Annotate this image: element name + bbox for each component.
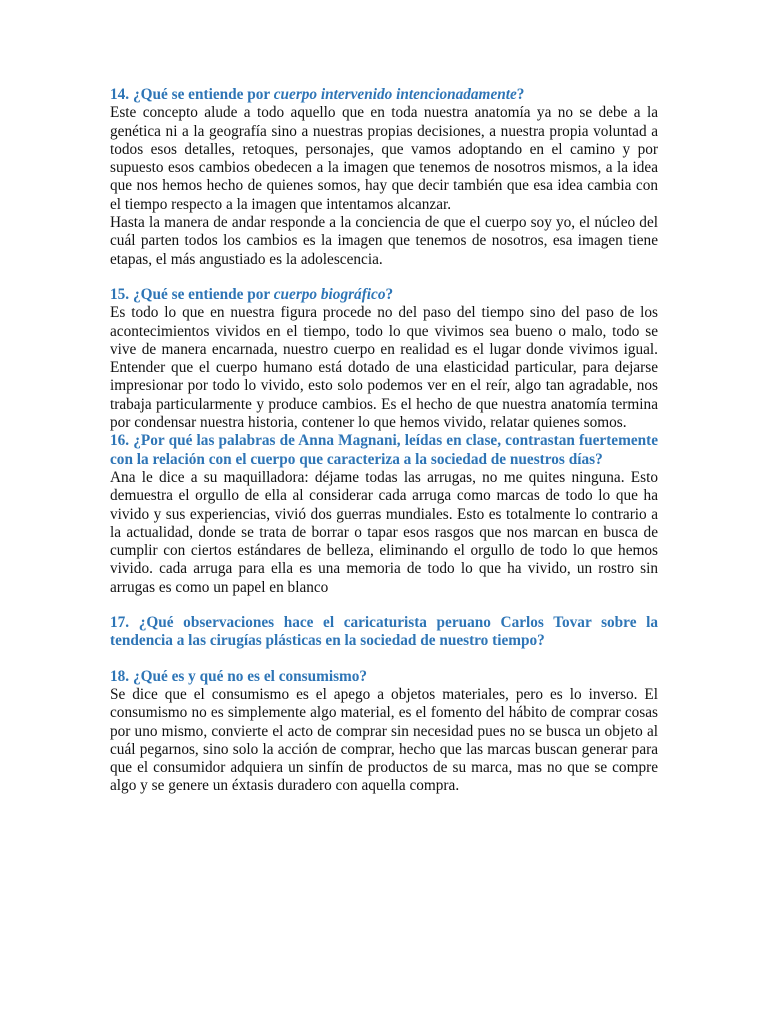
answer-14-paragraph-2: Hasta la manera de andar responde a la conciencia de que el cuerpo soy yo, el núcleo del cuál parten todos los cambios es la imagen que tenemos de nosotros, esa imagen tiene etapas, el más angustiado es la adolescencia. bbox=[110, 214, 658, 268]
question-17-heading: 17. ¿Qué observaciones hace el caricaturista peruano Carlos Tovar sobre la tendencia a las cirugías plásticas en la sociedad de nuestro tiempo? bbox=[110, 614, 658, 650]
question-15-heading bbox=[110, 286, 658, 304]
question-14-heading bbox=[110, 86, 658, 104]
question-15-suffix: ? bbox=[385, 285, 394, 303]
question-15-term: cuerpo biográfico bbox=[273, 285, 386, 303]
question-14-term: cuerpo intervenido intencionadamente bbox=[273, 86, 517, 103]
answer-14-paragraph-1: Este concepto alude a todo aquello que en toda nuestra anatomía ya no se debe a la genética ni a la geografía sino a nuestras propias decisiones, a nuestra propia voluntad a todos esos detalles, retoques, personajes, que vamos adoptando en el camino y por supuesto esos cambios obedecen a la imagen que tenemos de nosotros mismos, a la idea que nos hemos hecho de quienes somos, hay que decir también que esa idea cambia con el tiempo respecto a la imagen que intentamos alcanzar. bbox=[110, 104, 658, 213]
question-14-prefix: 14. ¿Qué se entiende por bbox=[110, 86, 274, 103]
section-spacer bbox=[110, 651, 658, 668]
question-15-prefix: 15. ¿Qué se entiende por bbox=[110, 285, 274, 303]
question-14-suffix: ? bbox=[516, 86, 525, 103]
answer-15-paragraph-1: Es todo lo que en nuestra figura procede no del paso del tiempo sino del paso de los acontecimientos vividos en el tiempo, todo lo que vivimos sea bueno o malo, todo se vive de manera encarnada, nuestro cuerpo en realidad es el lugar donde vivimos igual. Entender que el cuerpo humano está dotado de una elasticidad particular, para dejarse impresionar por todo lo vivido, esto solo podemos ver en el reír, algo tan agradable, nos trabaja particularmente y produce cambios. Es el hecho de que nuestra anatomía termina por condensar nuestra historia, contener lo que hemos vivido, relatar quienes somos. bbox=[110, 304, 658, 432]
answer-18-paragraph-1: Se dice que el consumismo es el apego a objetos materiales, pero es lo inverso. El consumismo no es simplemente algo material, es el fomento del hábito de comprar cosas por uno mismo, convierte el acto de comprar sin necesidad pues no se busca un objeto al cuál pegarnos, sino solo la acción de comprar, hecho que las marcas buscan generar para que el consumidor adquiera un sinfín de productos de su marca, mas no que se compre algo y se genere un éxtasis duradero con aquella compra. bbox=[110, 685, 658, 795]
section-spacer bbox=[110, 269, 658, 286]
question-18-heading: 18. ¿Qué es y qué no es el consumismo? bbox=[110, 667, 368, 685]
answer-16-paragraph-1: Ana le dice a su maquilladora: déjame todas las arrugas, no me quites ninguna. Esto demuestra el orgullo de ella al considerar cada arruga como marcas de todo lo que ha vivido y sus experiencias, vivió dos guerras mundiales. Esto es totalmente lo contrario a la actualidad, donde se trata de borrar o tapar esos rasgos que nos marcan en busca de cumplir con ciertos estándares de belleza, eliminando el orgullo de todo lo que hemos vivido. cada arruga para ella es una memoria de todo lo que ha vivido, un rostro sin arrugas es como un papel en blanco bbox=[110, 468, 658, 596]
question-16-heading: 16. ¿Por qué las palabras de Anna Magnani, leídas en clase, contrastan fuertemente con la relación con el cuerpo que caracteriza a la sociedad de nuestros días? bbox=[110, 432, 658, 468]
document-page bbox=[110, 86, 658, 796]
section-spacer bbox=[110, 597, 658, 614]
